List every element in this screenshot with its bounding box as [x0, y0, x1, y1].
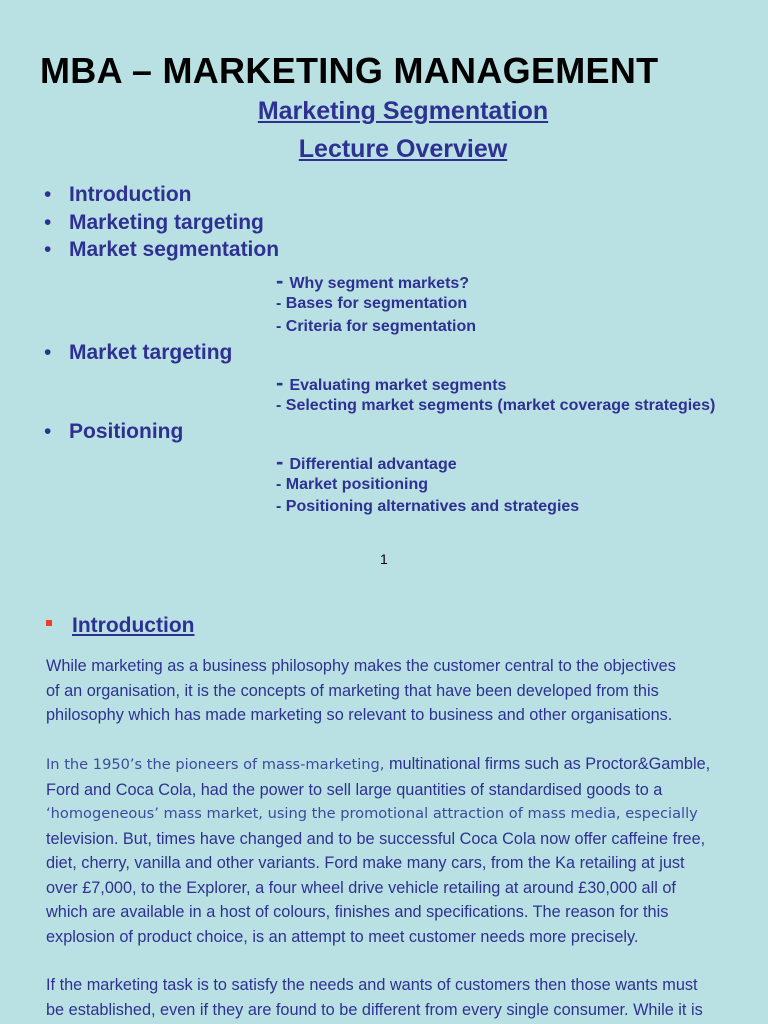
sub-item-why-segment: - Why segment markets?	[276, 268, 470, 293]
sub-item-criteria: - Criteria for segmentation	[276, 318, 477, 335]
dash-icon: -	[276, 370, 290, 395]
outline-item-market-targeting: • Market targeting	[44, 341, 233, 364]
bullet-icon: •	[44, 238, 52, 261]
paragraph-3: If the marketing task is to satisfy the needs and wants of customers then those wants must be established, even if they are found to be different from every single consumer. While it is	[46, 976, 703, 1019]
sub-item-differential: - Differential advantage	[276, 449, 457, 474]
subtitle-marketing-segmentation: Marketing Segmentation	[257, 97, 549, 125]
paragraph-1: While marketing as a business philosophy makes the customer central to the objectives of an organisation, it is the concepts of marketing that have been developed from this philosophy which has made marketing so relevant to business and other organisations.	[46, 657, 676, 724]
outline-item-positioning: • Positioning	[44, 420, 184, 443]
dash-icon: -	[276, 449, 290, 474]
sub-item-market-positioning: - Market positioning	[276, 476, 428, 493]
sub-item-evaluating: - Evaluating market segments	[276, 370, 507, 395]
bullet-icon: •	[44, 420, 52, 443]
subtitle-lecture-overview: Lecture Overview	[298, 135, 508, 163]
dash-icon: -	[276, 268, 290, 293]
outline-item-introduction: • Introduction	[44, 183, 192, 206]
bullet-icon: •	[44, 183, 52, 206]
outline-item-marketing-targeting: • Marketing targeting	[44, 211, 264, 234]
sub-item-positioning-alternatives: - Positioning alternatives and strategies	[276, 498, 580, 515]
document-title: MBA – MARKETING MANAGEMENT	[40, 50, 659, 91]
section-heading-introduction: Introduction	[46, 614, 194, 638]
paragraph-2: In the 1950’s the pioneers of mass-marketing, multinational firms such as Proctor&Gamble, Ford and Coca Cola, had the power to sell large quantities of standardised goods to a ‘homogeneous’ mass market, using the promotional attraction of mass media, especially television. But, times have changed and to be successful Coca Cola now offer caffeine free, diet, cherry, vanilla and other variants. Ford make many cars, from the Ka retailing at just over £7,000, to the Explorer, a four wheel drive vehicle retailing at around £30,000 all of which are available in a host of colours, finishes and specifications. The reason for this explosion of product choice, is an attempt to meet customer needs more precisely.	[46, 755, 711, 946]
bullet-icon: •	[44, 341, 52, 364]
bullet-icon: •	[44, 211, 52, 234]
sub-item-selecting: - Selecting market segments (market coverage strategies)	[276, 397, 716, 414]
outline-item-market-segmentation: • Market segmentation	[44, 238, 280, 261]
page-number: 1	[380, 551, 388, 567]
sub-item-bases: - Bases for segmentation	[276, 295, 468, 312]
square-bullet-icon	[46, 620, 52, 626]
